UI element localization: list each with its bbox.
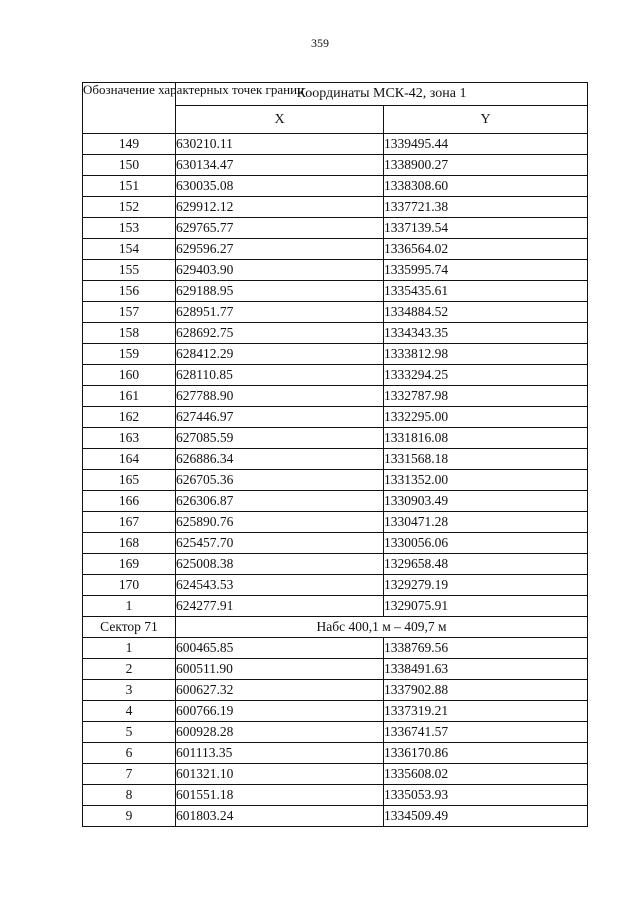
y-cell: 1338769.56 bbox=[384, 638, 588, 659]
point-cell: 3 bbox=[83, 680, 176, 701]
x-cell: 626306.87 bbox=[176, 491, 384, 512]
table-row bbox=[83, 197, 588, 218]
x-cell: 629403.90 bbox=[176, 260, 384, 281]
x-cell: 629912.12 bbox=[176, 197, 384, 218]
table-row bbox=[83, 638, 588, 659]
point-cell: 158 bbox=[83, 323, 176, 344]
point-cell: 162 bbox=[83, 407, 176, 428]
point-cell: 152 bbox=[83, 197, 176, 218]
page-number: 359 bbox=[311, 36, 329, 50]
table-row bbox=[83, 533, 588, 554]
table-row bbox=[83, 659, 588, 680]
table-row bbox=[83, 722, 588, 743]
x-cell: 627788.90 bbox=[176, 386, 384, 407]
x-cell: 600465.85 bbox=[176, 638, 384, 659]
point-cell: 167 bbox=[83, 512, 176, 533]
point-cell: 169 bbox=[83, 554, 176, 575]
point-cell: 2 bbox=[83, 659, 176, 680]
point-cell: 1 bbox=[83, 596, 176, 617]
y-cell: 1338491.63 bbox=[384, 659, 588, 680]
table-row bbox=[83, 449, 588, 470]
y-column-header: Y bbox=[384, 106, 588, 134]
point-cell: 165 bbox=[83, 470, 176, 491]
y-cell: 1334884.52 bbox=[384, 302, 588, 323]
point-cell: 166 bbox=[83, 491, 176, 512]
table-row bbox=[83, 470, 588, 491]
point-designation-header: Обозначение характерных точек границ bbox=[83, 83, 176, 134]
table-row bbox=[83, 575, 588, 596]
coordinates-block-1 bbox=[83, 134, 588, 617]
y-cell: 1338900.27 bbox=[384, 155, 588, 176]
point-cell: 9 bbox=[83, 806, 176, 827]
x-cell: 628951.77 bbox=[176, 302, 384, 323]
x-cell: 601803.24 bbox=[176, 806, 384, 827]
table-row bbox=[83, 512, 588, 533]
coordinates-block-2 bbox=[83, 638, 588, 827]
table-row bbox=[83, 428, 588, 449]
y-cell: 1335435.61 bbox=[384, 281, 588, 302]
y-cell: 1335053.93 bbox=[384, 785, 588, 806]
y-cell: 1334343.35 bbox=[384, 323, 588, 344]
sector-height-range: Набс 400,1 м – 409,7 м bbox=[176, 617, 588, 638]
y-cell: 1336170.86 bbox=[384, 743, 588, 764]
y-cell: 1330056.06 bbox=[384, 533, 588, 554]
point-cell: 150 bbox=[83, 155, 176, 176]
x-cell: 601321.10 bbox=[176, 764, 384, 785]
sector-label: Сектор 71 bbox=[83, 617, 176, 638]
y-cell: 1329075.91 bbox=[384, 596, 588, 617]
x-cell: 629596.27 bbox=[176, 239, 384, 260]
y-cell: 1329279.19 bbox=[384, 575, 588, 596]
y-cell: 1335608.02 bbox=[384, 764, 588, 785]
x-cell: 630134.47 bbox=[176, 155, 384, 176]
x-cell: 627085.59 bbox=[176, 428, 384, 449]
y-cell: 1332787.98 bbox=[384, 386, 588, 407]
y-cell: 1337139.54 bbox=[384, 218, 588, 239]
table-row bbox=[83, 281, 588, 302]
table-row bbox=[83, 785, 588, 806]
sector-block bbox=[83, 617, 588, 638]
point-cell: 164 bbox=[83, 449, 176, 470]
x-cell: 600627.32 bbox=[176, 680, 384, 701]
x-cell: 625890.76 bbox=[176, 512, 384, 533]
x-cell: 627446.97 bbox=[176, 407, 384, 428]
point-cell: 7 bbox=[83, 764, 176, 785]
point-cell: 160 bbox=[83, 365, 176, 386]
point-cell: 6 bbox=[83, 743, 176, 764]
x-cell: 625457.70 bbox=[176, 533, 384, 554]
x-cell: 625008.38 bbox=[176, 554, 384, 575]
y-cell: 1330471.28 bbox=[384, 512, 588, 533]
y-cell: 1330903.49 bbox=[384, 491, 588, 512]
x-cell: 600766.19 bbox=[176, 701, 384, 722]
table-row bbox=[83, 386, 588, 407]
y-cell: 1331568.18 bbox=[384, 449, 588, 470]
y-cell: 1329658.48 bbox=[384, 554, 588, 575]
table-row bbox=[83, 323, 588, 344]
y-cell: 1337902.88 bbox=[384, 680, 588, 701]
point-cell: 1 bbox=[83, 638, 176, 659]
point-cell: 4 bbox=[83, 701, 176, 722]
y-cell: 1338308.60 bbox=[384, 176, 588, 197]
point-cell: 155 bbox=[83, 260, 176, 281]
table-row bbox=[83, 701, 588, 722]
point-cell: 168 bbox=[83, 533, 176, 554]
table-row bbox=[83, 554, 588, 575]
x-cell: 628110.85 bbox=[176, 365, 384, 386]
table-row bbox=[83, 365, 588, 386]
table-row bbox=[83, 407, 588, 428]
point-cell: 161 bbox=[83, 386, 176, 407]
point-cell: 157 bbox=[83, 302, 176, 323]
x-cell: 601551.18 bbox=[176, 785, 384, 806]
y-cell: 1339495.44 bbox=[384, 134, 588, 155]
x-cell: 629765.77 bbox=[176, 218, 384, 239]
sector-row bbox=[83, 617, 588, 638]
x-cell: 628692.75 bbox=[176, 323, 384, 344]
y-cell: 1337721.38 bbox=[384, 197, 588, 218]
x-cell: 630210.11 bbox=[176, 134, 384, 155]
table-row bbox=[83, 260, 588, 281]
y-cell: 1337319.21 bbox=[384, 701, 588, 722]
y-cell: 1334509.49 bbox=[384, 806, 588, 827]
table-row bbox=[83, 134, 588, 155]
point-cell: 151 bbox=[83, 176, 176, 197]
table-row bbox=[83, 239, 588, 260]
table-row bbox=[83, 491, 588, 512]
table-row bbox=[83, 344, 588, 365]
point-cell: 163 bbox=[83, 428, 176, 449]
table-row bbox=[83, 176, 588, 197]
y-cell: 1332295.00 bbox=[384, 407, 588, 428]
table-row bbox=[83, 155, 588, 176]
x-column-header: X bbox=[176, 106, 384, 134]
x-cell: 600511.90 bbox=[176, 659, 384, 680]
x-cell: 628412.29 bbox=[176, 344, 384, 365]
y-cell: 1336741.57 bbox=[384, 722, 588, 743]
table-row bbox=[83, 806, 588, 827]
table-row bbox=[83, 680, 588, 701]
table-row bbox=[83, 218, 588, 239]
point-cell: 159 bbox=[83, 344, 176, 365]
point-cell: 170 bbox=[83, 575, 176, 596]
point-cell: 154 bbox=[83, 239, 176, 260]
y-cell: 1331352.00 bbox=[384, 470, 588, 491]
table-header-row bbox=[83, 83, 588, 106]
y-cell: 1335995.74 bbox=[384, 260, 588, 281]
x-cell: 624543.53 bbox=[176, 575, 384, 596]
x-cell: 624277.91 bbox=[176, 596, 384, 617]
table-row bbox=[83, 743, 588, 764]
x-cell: 630035.08 bbox=[176, 176, 384, 197]
x-cell: 626886.34 bbox=[176, 449, 384, 470]
y-cell: 1333812.98 bbox=[384, 344, 588, 365]
point-cell: 153 bbox=[83, 218, 176, 239]
y-cell: 1331816.08 bbox=[384, 428, 588, 449]
x-cell: 600928.28 bbox=[176, 722, 384, 743]
coordinates-table bbox=[82, 82, 588, 827]
point-cell: 8 bbox=[83, 785, 176, 806]
x-cell: 629188.95 bbox=[176, 281, 384, 302]
table-row bbox=[83, 596, 588, 617]
point-cell: 149 bbox=[83, 134, 176, 155]
point-cell: 156 bbox=[83, 281, 176, 302]
table-row bbox=[83, 302, 588, 323]
y-cell: 1336564.02 bbox=[384, 239, 588, 260]
point-cell: 5 bbox=[83, 722, 176, 743]
coordinate-system-header: Координаты МСК-42, зона 1 bbox=[176, 83, 588, 106]
x-cell: 601113.35 bbox=[176, 743, 384, 764]
table-row bbox=[83, 764, 588, 785]
y-cell: 1333294.25 bbox=[384, 365, 588, 386]
x-cell: 626705.36 bbox=[176, 470, 384, 491]
